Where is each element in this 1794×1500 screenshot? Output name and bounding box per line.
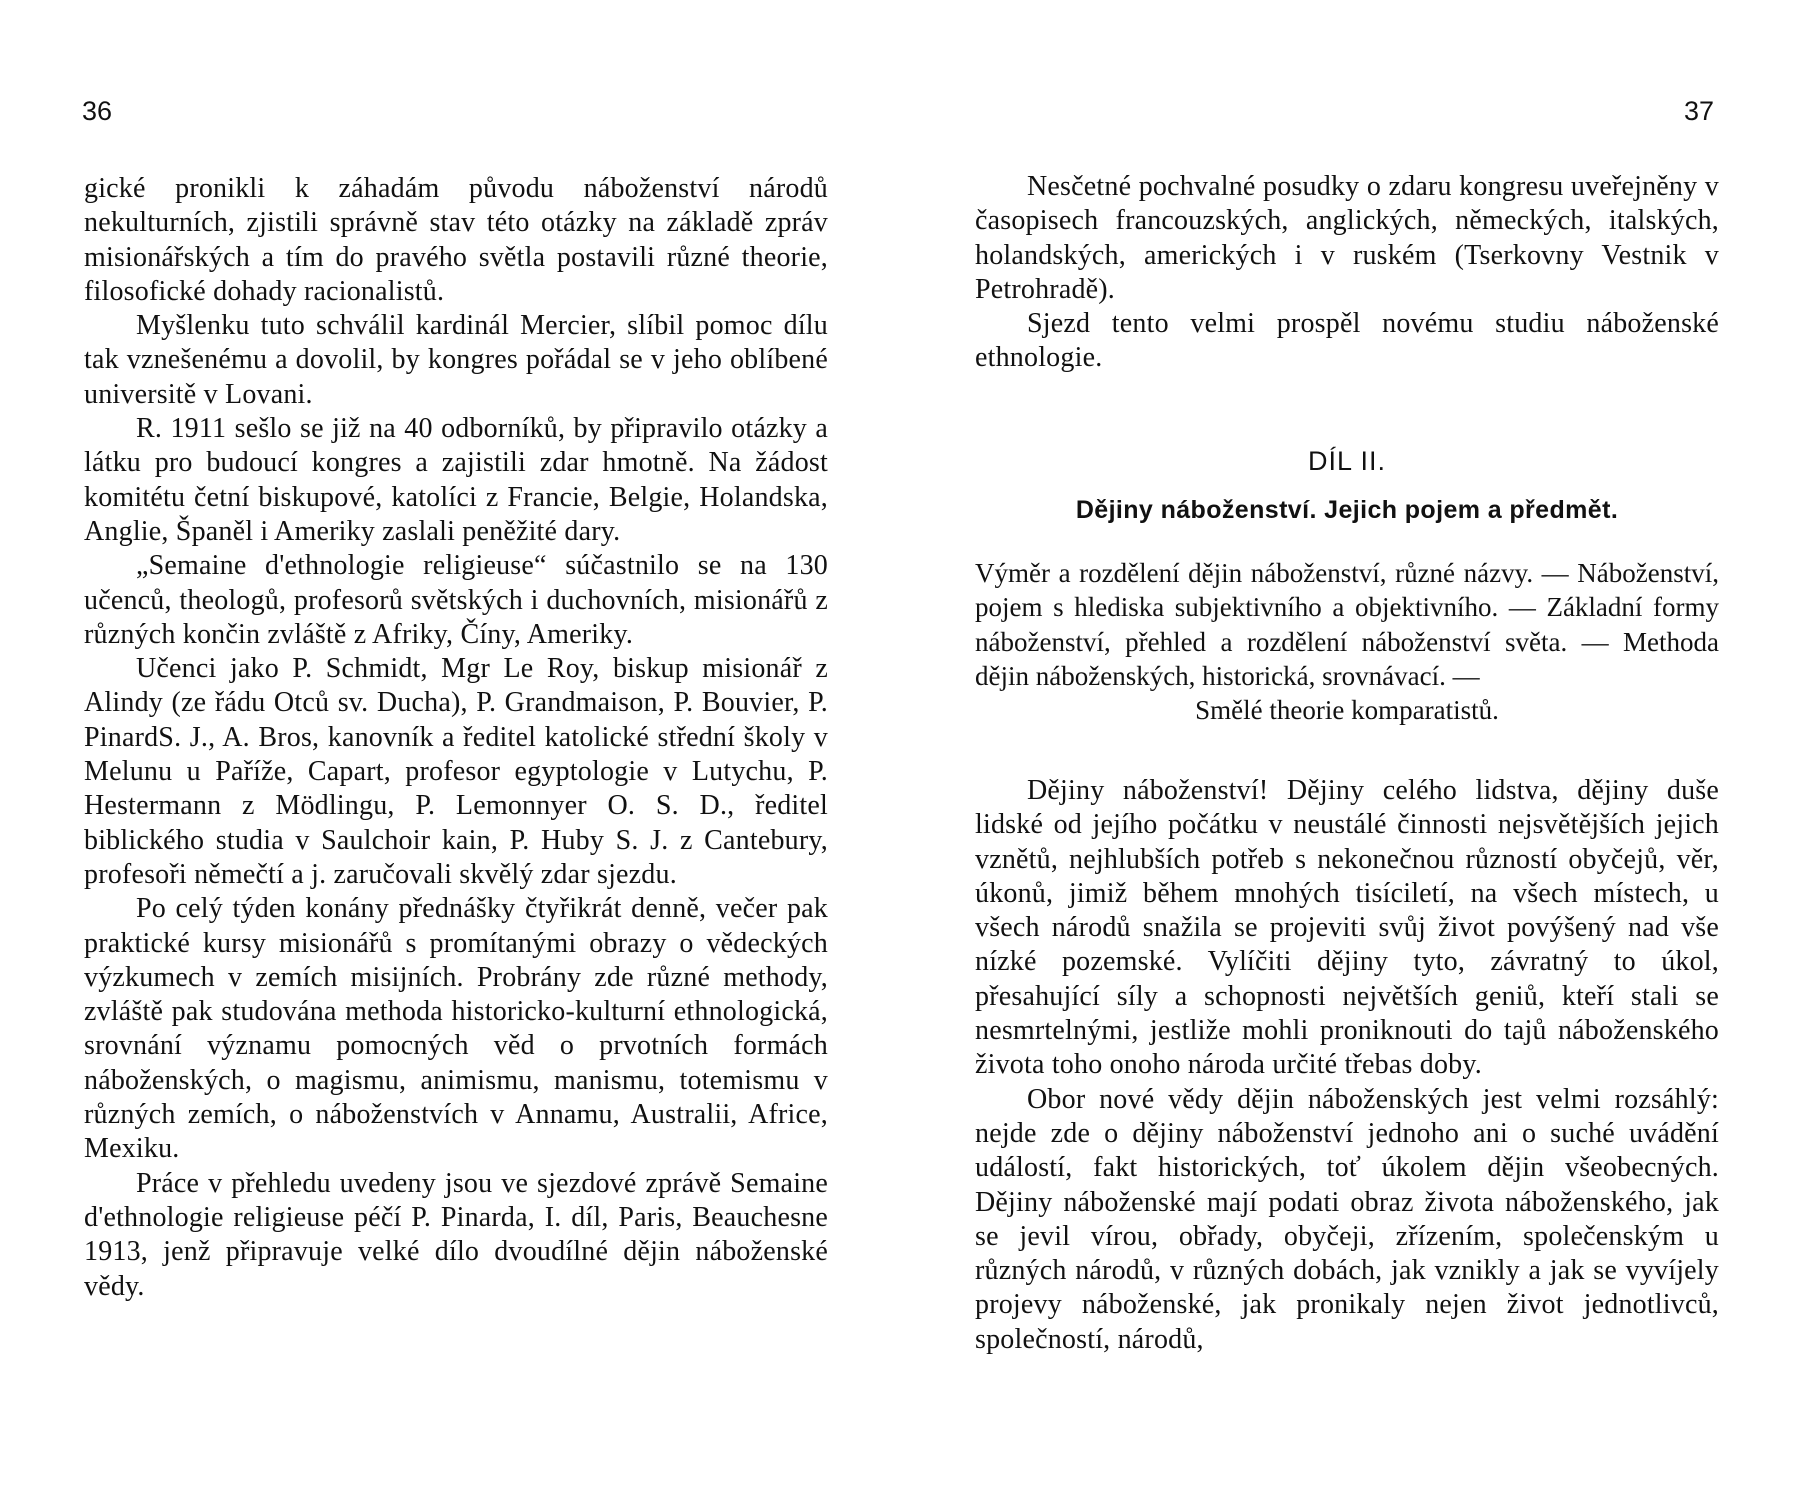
paragraph: R. 1911 sešlo se již na 40 odborníků, by připravilo otázky a látku pro budoucí kongres a zajistili zdar hmotně. Na žádost komitétu četní biskupové, katolíci z Francie, Belgie, Holandska, Anglie, Španěl i Ameriky zaslali peněžité dary. — [84, 413, 828, 547]
paragraph: Obor nové vědy dějin náboženských jest velmi rozsáhlý: nejde zde o dějiny náboženství jednoho ani o suché uvádění událostí, fakt historických, toť úkolem dějin všeobecných. Dějiny náboženské mají podati obraz života náboženského, jak se jevil vírou, obřady, obyčeji, zřízením, společenským u různých národů, v různých dobách, jak vznikly a jak se vyvíjely projevy náboženské, jak pronikaly nejen život jednotlivců, společností, národů, — [975, 1083, 1719, 1355]
paragraph: Dějiny náboženství! Dějiny celého lidstva, dějiny duše lidské od jejího počátku v neustálé činnosti nejsvětějších jejich vznětů, nejhlubších potřeb s nekonečnou růzností obyčejů, věr, úkonů, jimiž během mnohých tisíciletí, na všech místech, u všech národů snažila se projeviti svůj život povýšený nad vše nízké pozemské. Vylíčiti dějiny tyto, závratný to úkol, přesahující síly a schopnosti největších geniů, kteří stali se nesmrtelnými, jestliže mohli proniknouti do tajů náboženského života toho onoho národa určité třebas doby. — [975, 775, 1719, 1081]
page-number: 37 — [1683, 96, 1714, 126]
part-heading: DÍL II. — [1307, 446, 1387, 476]
chapter-summary — [975, 556, 1719, 727]
section-title: Dějiny náboženství. Jejich pojem a předmět. — [1075, 496, 1619, 524]
paragraph: Myšlenku tuto schválil kardinál Mercier, slíbil pomoc dílu tak vznešenému a dovolil, by kongres pořádal se v jeho oblíbené universitě v Lovani. — [84, 310, 828, 410]
paragraph: Po celý týden konány přednášky čtyřikrát denně, večer pak praktické kursy misionářů s promítanými obrazy o vědeckých výzkumech v zemích misijních. Probrány zde různé methody, zvláště pak studována methoda historicko-kulturní ethnologická, srovnání významu pomocných věd o prvotních formách náboženských, o magismu, animismu, manismu, totemismu v různých zemích, o náboženstvích v Annamu, Australii, Africe, Mexiku. — [84, 893, 828, 1165]
body-text-top — [975, 170, 1719, 376]
paragraph: Sjezd tento velmi prospěl novému studiu náboženské ethnologie. — [975, 308, 1719, 374]
paragraph: Učenci jako P. Schmidt, Mgr Le Roy, biskup misionář z Alindy (ze řádu Otců sv. Ducha), P. Grandmaison, P. Bouvier, P. PinardS. J., A. Bros, kanovník a ředitel katolické střední školy v Melunu u Paříže, Capart, profesor egyptologie v Lutychu, P. Hestermann z Mödlingu, P. Lemonnyer O. S. D., ředitel biblického studia v Saulchoir kain, P. Huby S. J. z Cantebury, profesoři němečtí a j. zaručovali skvělý zdar sjezdu. — [84, 653, 828, 890]
summary-last-line: Smělé theorie komparatistů. — [1195, 695, 1499, 726]
paragraph: gické pronikli k záhadám původu náboženství národů nekulturních, zjistili správně stav této otázky na základě zpráv misionářských a tím do pravého světla postavili různé theorie, filosofické dohady racionalistů. — [84, 173, 828, 307]
page-number: 36 — [82, 96, 113, 126]
body-text — [84, 172, 828, 1304]
summary-text: Výměr a rozdělení dějin náboženství, různé názvy. — Náboženství, pojem s hlediska subjektivního a objektivního. — Základní formy náboženství, přehled a rozdělení náboženství světa. — Methoda dějin náboženských, historická, srovnávací. — — [975, 558, 1719, 691]
paragraph: Práce v přehledu uvedeny jsou ve sjezdové zprávě Semaine d'ethnologie religieuse péčí P. Pinarda, I. díl, Paris, Beauchesne 1913, jenž připravuje velké dílo dvoudílné dějin náboženské vědy. — [84, 1167, 828, 1302]
right-page — [897, 0, 1794, 1500]
paragraph: Nesčetné pochvalné posudky o zdaru kongresu uveřejněny v časopisech francouzských, anglických, německých, italských, holandských, amerických i v ruském (Tserkovny Vestnik v Petrohradě). — [975, 171, 1719, 305]
body-text-bottom — [975, 774, 1719, 1357]
paragraph: „Semaine d'ethnologie religieuse“ súčastnilo se na 130 učenců, theologů, profesorů světských i duchovních, misionářů z různých končin zvláště z Afriky, Číny, Ameriky. — [84, 550, 828, 650]
